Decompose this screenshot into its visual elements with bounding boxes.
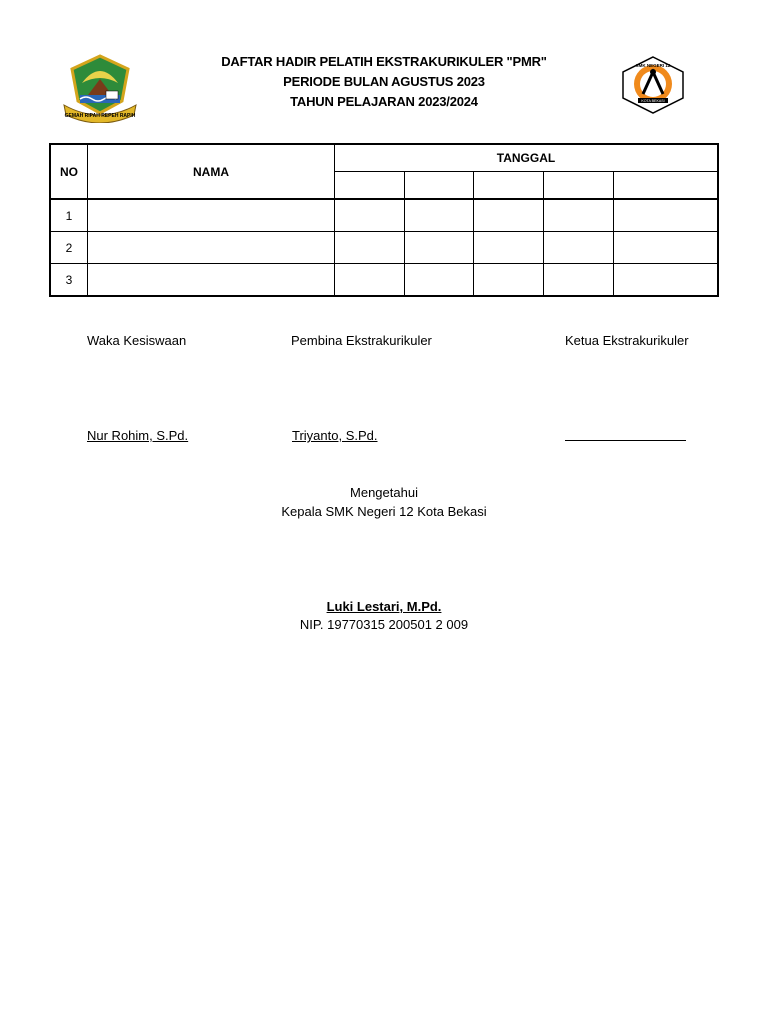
- principal-nip: NIP. 19770315 200501 2 009: [299, 617, 469, 632]
- column-header-tanggal: TANGGAL: [335, 144, 719, 172]
- principal-name-wrapper: [0, 599, 768, 614]
- date-cell: [544, 199, 614, 232]
- name-cell: [88, 264, 335, 297]
- column-header-no: NO: [50, 144, 88, 199]
- date-cell: [474, 264, 544, 297]
- attendance-table: [49, 143, 719, 297]
- date-column-3: [474, 172, 544, 200]
- table-row: [50, 264, 718, 297]
- date-cell: [613, 232, 718, 264]
- approval-position: Kepala SMK Negeri 12 Kota Bekasi: [281, 504, 487, 519]
- date-cell: [474, 232, 544, 264]
- date-column-5: [613, 172, 718, 200]
- date-column-4: [544, 172, 614, 200]
- svg-text:SMK NEGERI 12: SMK NEGERI 12: [635, 63, 671, 68]
- approval-label: Mengetahui: [350, 485, 418, 500]
- name-cell: [88, 199, 335, 232]
- document-school-year: TAHUN PELAJARAN 2023/2024: [290, 94, 478, 109]
- principal-name: Luki Lestari, M.Pd.: [326, 599, 442, 614]
- date-cell: [335, 232, 405, 264]
- date-cell: [335, 199, 405, 232]
- ketua-title: Ketua Ekstrakurikuler: [565, 333, 689, 348]
- date-cell: [404, 232, 474, 264]
- svg-text:GEMAH RIPAH REPEH RAPIH: GEMAH RIPAH REPEH RAPIH: [64, 113, 136, 119]
- date-column-2: [404, 172, 474, 200]
- waka-kesiswaan-title: Waka Kesiswaan: [87, 333, 187, 348]
- date-cell: [404, 199, 474, 232]
- date-column-1: [335, 172, 405, 200]
- row-number: 3: [50, 264, 88, 297]
- date-cell: [613, 199, 718, 232]
- table-row: [50, 232, 718, 264]
- date-cell: [544, 264, 614, 297]
- waka-kesiswaan-name: Nur Rohim, S.Pd.: [87, 428, 189, 443]
- row-number: 2: [50, 232, 88, 264]
- date-cell: [544, 232, 614, 264]
- table-row: [50, 199, 718, 232]
- date-cell: [613, 264, 718, 297]
- row-number: 1: [50, 199, 88, 232]
- pembina-title: Pembina Ekstrakurikuler: [291, 333, 432, 348]
- smk-negeri-12-logo-icon: [620, 56, 686, 114]
- ketua-signature-line: [565, 440, 686, 441]
- west-java-emblem-icon: [62, 53, 138, 123]
- date-cell: [474, 199, 544, 232]
- date-cell: [335, 264, 405, 297]
- date-cell: [404, 264, 474, 297]
- column-header-nama: NAMA: [88, 144, 335, 199]
- document-period: PERIODE BULAN AGUSTUS 2023: [283, 74, 485, 89]
- name-cell: [88, 232, 335, 264]
- document-title: DAFTAR HADIR PELATIH EKSTRAKURIKULER "PMR": [221, 54, 547, 69]
- svg-text:KOTA BEKASI: KOTA BEKASI: [641, 99, 665, 104]
- pembina-name: Triyanto, S.Pd.: [292, 428, 378, 443]
